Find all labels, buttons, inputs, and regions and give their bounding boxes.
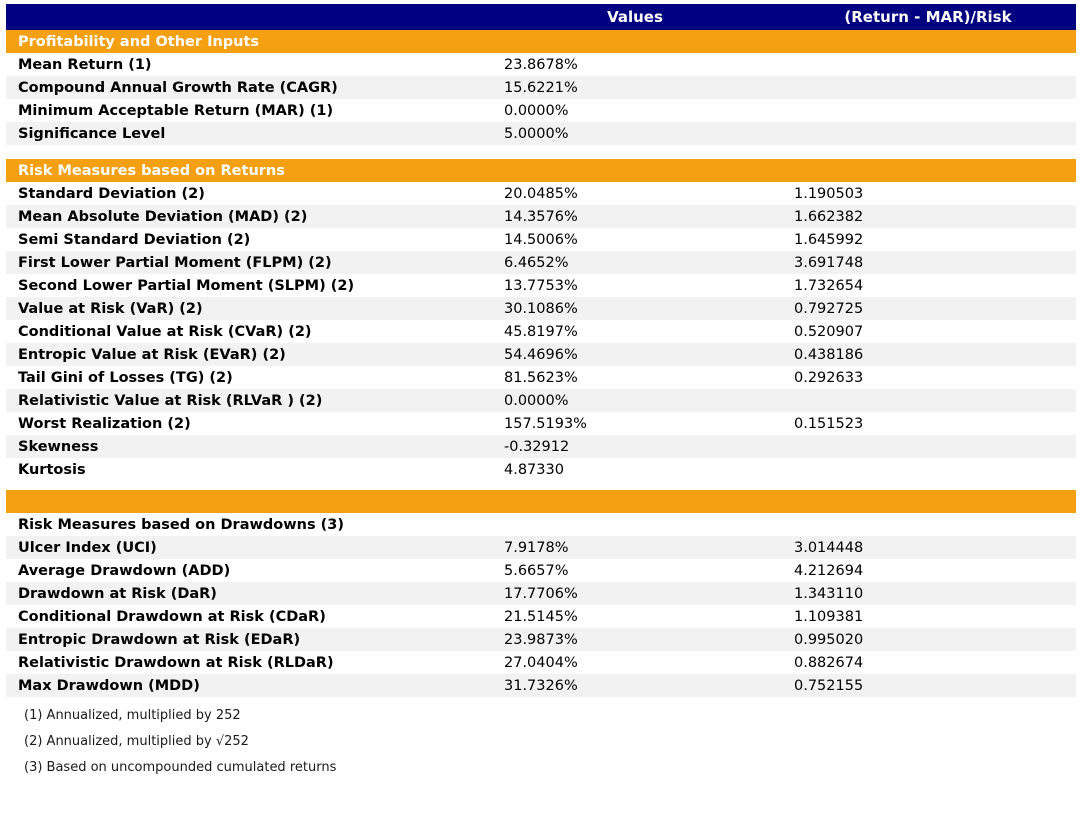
- row-ratio: 4.212694: [780, 559, 1076, 582]
- spacer-row: [6, 145, 1076, 159]
- row-value: 14.3576%: [490, 205, 780, 228]
- table-row: [6, 76, 1076, 99]
- section-header-risk-returns: [6, 159, 1076, 182]
- row-ratio: 1.645992: [780, 228, 1076, 251]
- row-label: First Lower Partial Moment (FLPM) (2): [6, 251, 490, 274]
- row-label: Kurtosis: [6, 458, 490, 481]
- row-ratio: 0.292633: [780, 366, 1076, 389]
- row-value: 5.0000%: [490, 122, 780, 145]
- row-ratio: 1.190503: [780, 182, 1076, 205]
- row-label: Mean Return (1): [6, 53, 490, 76]
- row-ratio: 0.438186: [780, 343, 1076, 366]
- row-value: 14.5006%: [490, 228, 780, 251]
- section-title: Profitability and Other Inputs: [6, 30, 490, 53]
- row-ratio: [780, 389, 1076, 412]
- section-filler-ratio: [780, 490, 1076, 513]
- row-value: 5.6657%: [490, 559, 780, 582]
- table-row: [6, 343, 1076, 366]
- row-value: 21.5145%: [490, 605, 780, 628]
- row-value: 157.5193%: [490, 412, 780, 435]
- section-filler-ratio: [780, 159, 1076, 182]
- row-ratio: 3.014448: [780, 536, 1076, 559]
- table-row: [6, 458, 1076, 481]
- row-label: Minimum Acceptable Return (MAR) (1): [6, 99, 490, 122]
- row-label: Semi Standard Deviation (2): [6, 228, 490, 251]
- row-label: Significance Level: [6, 122, 490, 145]
- table-row: [6, 674, 1076, 697]
- row-ratio: 0.882674: [780, 651, 1076, 674]
- table-row: [6, 366, 1076, 389]
- table-row: [6, 205, 1076, 228]
- section-title: [6, 490, 490, 513]
- row-ratio: [780, 435, 1076, 458]
- row-value: 30.1086%: [490, 297, 780, 320]
- table-row: [6, 320, 1076, 343]
- table-row: [6, 582, 1076, 605]
- spacer-row: [6, 481, 1076, 490]
- subsection-title-row: [6, 513, 1076, 536]
- row-value: 23.8678%: [490, 53, 780, 76]
- footnote-1: (1) Annualized, multiplied by 252: [24, 708, 241, 723]
- footnote-3: (3) Based on uncompounded cumulated returns: [24, 760, 337, 775]
- section-filler-values: [490, 159, 780, 182]
- row-ratio: [780, 99, 1076, 122]
- row-ratio: [780, 122, 1076, 145]
- table-row: [6, 435, 1076, 458]
- table-row: [6, 536, 1076, 559]
- row-value: 31.7326%: [490, 674, 780, 697]
- table-row: [6, 182, 1076, 205]
- row-label: Average Drawdown (ADD): [6, 559, 490, 582]
- table-row: [6, 412, 1076, 435]
- row-ratio: 1.109381: [780, 605, 1076, 628]
- section-filler-ratio: [780, 30, 1076, 53]
- row-label: Entropic Drawdown at Risk (EDaR): [6, 628, 490, 651]
- table-row: [6, 605, 1076, 628]
- table-row: [6, 274, 1076, 297]
- row-label: Drawdown at Risk (DaR): [6, 582, 490, 605]
- header-cell-blank: [6, 4, 490, 30]
- row-ratio: [780, 76, 1076, 99]
- row-label: Skewness: [6, 435, 490, 458]
- row-value: 17.7706%: [490, 582, 780, 605]
- row-value: 7.9178%: [490, 536, 780, 559]
- table-row: [6, 628, 1076, 651]
- row-ratio: 3.691748: [780, 251, 1076, 274]
- row-label: Compound Annual Growth Rate (CAGR): [6, 76, 490, 99]
- row-ratio: 0.792725: [780, 297, 1076, 320]
- row-value: 15.6221%: [490, 76, 780, 99]
- row-ratio: 1.662382: [780, 205, 1076, 228]
- section-filler-values: [490, 490, 780, 513]
- row-label: Mean Absolute Deviation (MAD) (2): [6, 205, 490, 228]
- row-ratio: 1.343110: [780, 582, 1076, 605]
- spacer-cell: [490, 145, 780, 159]
- section-title: Risk Measures based on Returns: [6, 159, 490, 182]
- row-label: Standard Deviation (2): [6, 182, 490, 205]
- row-ratio: 1.732654: [780, 274, 1076, 297]
- spacer-cell: [780, 145, 1076, 159]
- section-filler-values: [490, 30, 780, 53]
- row-value: 23.9873%: [490, 628, 780, 651]
- footnote-2: (2) Annualized, multiplied by √252: [24, 734, 249, 749]
- table-row: [6, 297, 1076, 320]
- table-row: [6, 559, 1076, 582]
- subsection-filler-ratio: [780, 513, 1076, 536]
- table-row: [6, 99, 1076, 122]
- spacer-cell: [6, 481, 490, 490]
- row-label: Conditional Drawdown at Risk (CDaR): [6, 605, 490, 628]
- row-label: Max Drawdown (MDD): [6, 674, 490, 697]
- row-value: 13.7753%: [490, 274, 780, 297]
- footnotes: [6, 703, 1076, 781]
- table-header-row: [6, 4, 1076, 30]
- row-label: Conditional Value at Risk (CVaR) (2): [6, 320, 490, 343]
- row-label: Worst Realization (2): [6, 412, 490, 435]
- row-label: Relativistic Drawdown at Risk (RLDaR): [6, 651, 490, 674]
- row-ratio: 0.520907: [780, 320, 1076, 343]
- row-label: Entropic Value at Risk (EVaR) (2): [6, 343, 490, 366]
- row-ratio: 0.151523: [780, 412, 1076, 435]
- row-ratio: 0.752155: [780, 674, 1076, 697]
- row-value: 6.4652%: [490, 251, 780, 274]
- header-cell-ratio: (Return - MAR)/Risk: [780, 4, 1076, 30]
- subsection-title: Risk Measures based on Drawdowns (3): [6, 513, 490, 536]
- row-value: 27.0404%: [490, 651, 780, 674]
- row-ratio: [780, 458, 1076, 481]
- row-value: 0.0000%: [490, 389, 780, 412]
- row-label: Second Lower Partial Moment (SLPM) (2): [6, 274, 490, 297]
- section-header-drawdowns-band: [6, 490, 1076, 513]
- row-value: 54.4696%: [490, 343, 780, 366]
- spacer-cell: [490, 481, 780, 490]
- spacer-cell: [780, 481, 1076, 490]
- table-row: [6, 228, 1076, 251]
- subsection-filler-values: [490, 513, 780, 536]
- row-value: 45.8197%: [490, 320, 780, 343]
- risk-measures-table: [6, 4, 1076, 697]
- row-label: Tail Gini of Losses (TG) (2): [6, 366, 490, 389]
- row-ratio: [780, 53, 1076, 76]
- row-value: 0.0000%: [490, 99, 780, 122]
- section-header-profitability: [6, 30, 1076, 53]
- table-row: [6, 651, 1076, 674]
- row-label: Relativistic Value at Risk (RLVaR ) (2): [6, 389, 490, 412]
- row-value: 20.0485%: [490, 182, 780, 205]
- table-row: [6, 389, 1076, 412]
- row-value: -0.32912: [490, 435, 780, 458]
- row-label: Value at Risk (VaR) (2): [6, 297, 490, 320]
- table-row: [6, 251, 1076, 274]
- table-row: [6, 53, 1076, 76]
- row-value: 4.87330: [490, 458, 780, 481]
- table-row: [6, 122, 1076, 145]
- spacer-cell: [6, 145, 490, 159]
- row-ratio: 0.995020: [780, 628, 1076, 651]
- header-cell-values: Values: [490, 4, 780, 30]
- row-value: 81.5623%: [490, 366, 780, 389]
- row-label: Ulcer Index (UCI): [6, 536, 490, 559]
